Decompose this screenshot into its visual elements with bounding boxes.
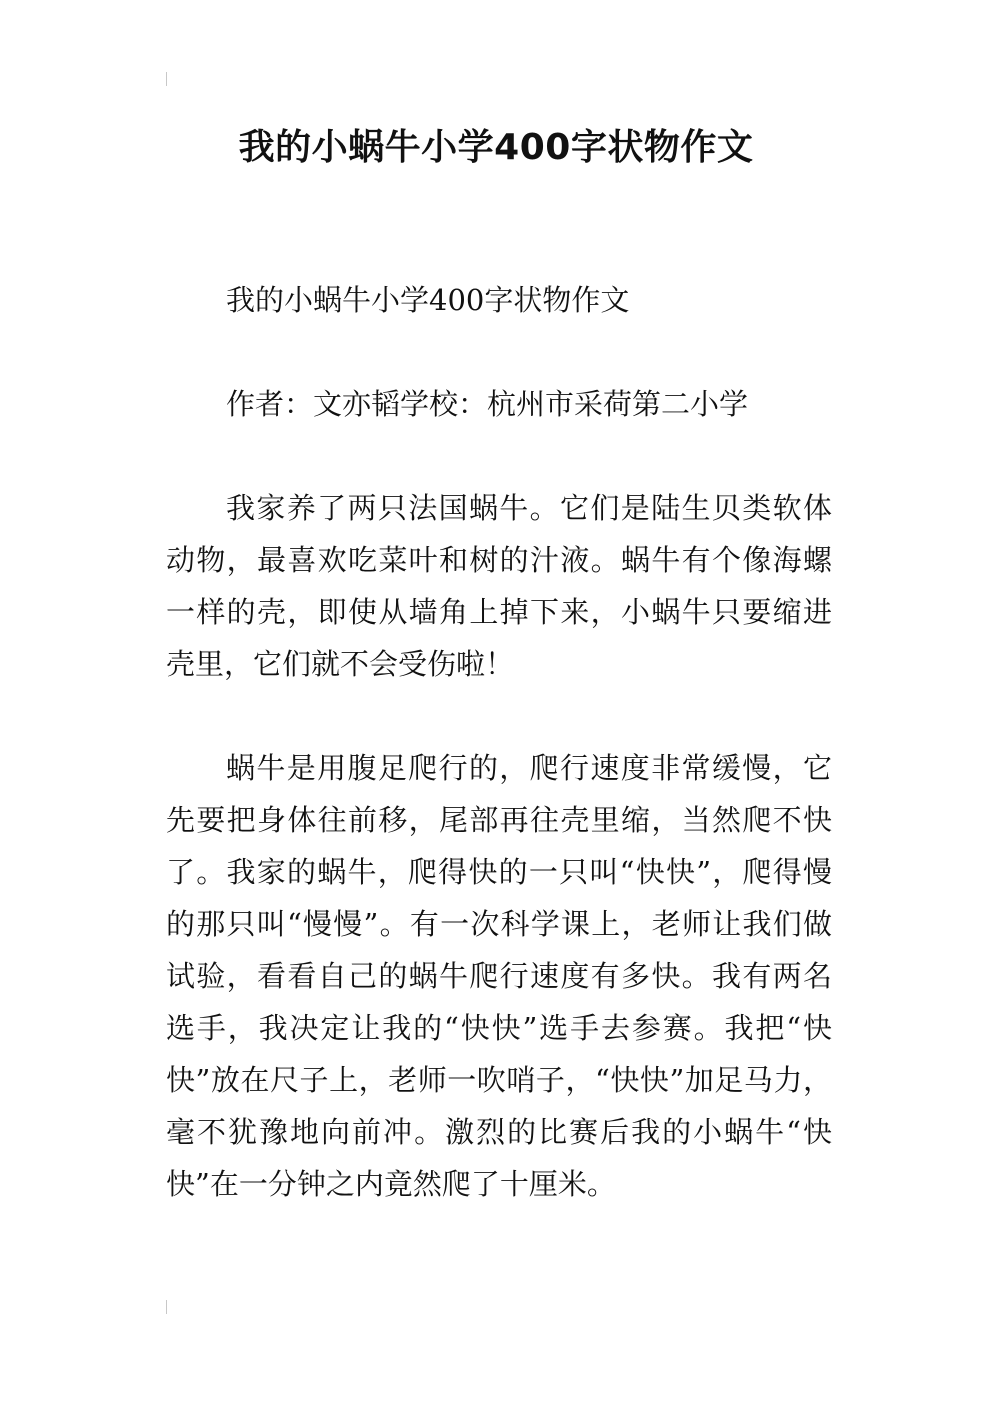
spacer — [166, 690, 832, 742]
paragraph-2: 蜗牛是用腹足爬行的，爬行速度非常缓慢，它先要把身体往前移，尾部再往壳里缩，当然爬不快了。我家的蜗牛，爬得快的一只叫“快快”，爬得慢的那只叫“慢慢”。有一次科学课上，老师让我们做试验，看看自己的蜗牛爬行速度有多快。我有两名选手，我决定让我的“快快”选手去参赛。我把“快快”放在尺子上，老师一吹哨子，“快快”加足马力，毫不犹豫地向前冲。激烈的比赛后我的小蜗牛“快快”在一分钟之内竟然爬了十厘米。 — [166, 751, 832, 1201]
page-corner-mark — [166, 1300, 167, 1314]
document-body — [166, 274, 832, 1210]
author-line: 作者：文亦韬学校：杭州市采荷第二小学 — [226, 387, 749, 421]
document-title: 我的小蜗牛小学400字状物作文 — [238, 127, 754, 168]
document-subtitle: 我的小蜗牛小学400字状物作文 — [226, 283, 630, 317]
paragraph-1: 我家养了两只法国蜗牛。它们是陆生贝类软体动物，最喜欢吃菜叶和树的汁液。蜗牛有个像海螺一样的壳，即使从墙角上掉下来，小蜗牛只要缩进壳里，它们就不会受伤啦！ — [166, 491, 832, 681]
spacer — [166, 430, 832, 482]
page-corner-mark — [166, 72, 167, 86]
spacer — [166, 326, 832, 378]
